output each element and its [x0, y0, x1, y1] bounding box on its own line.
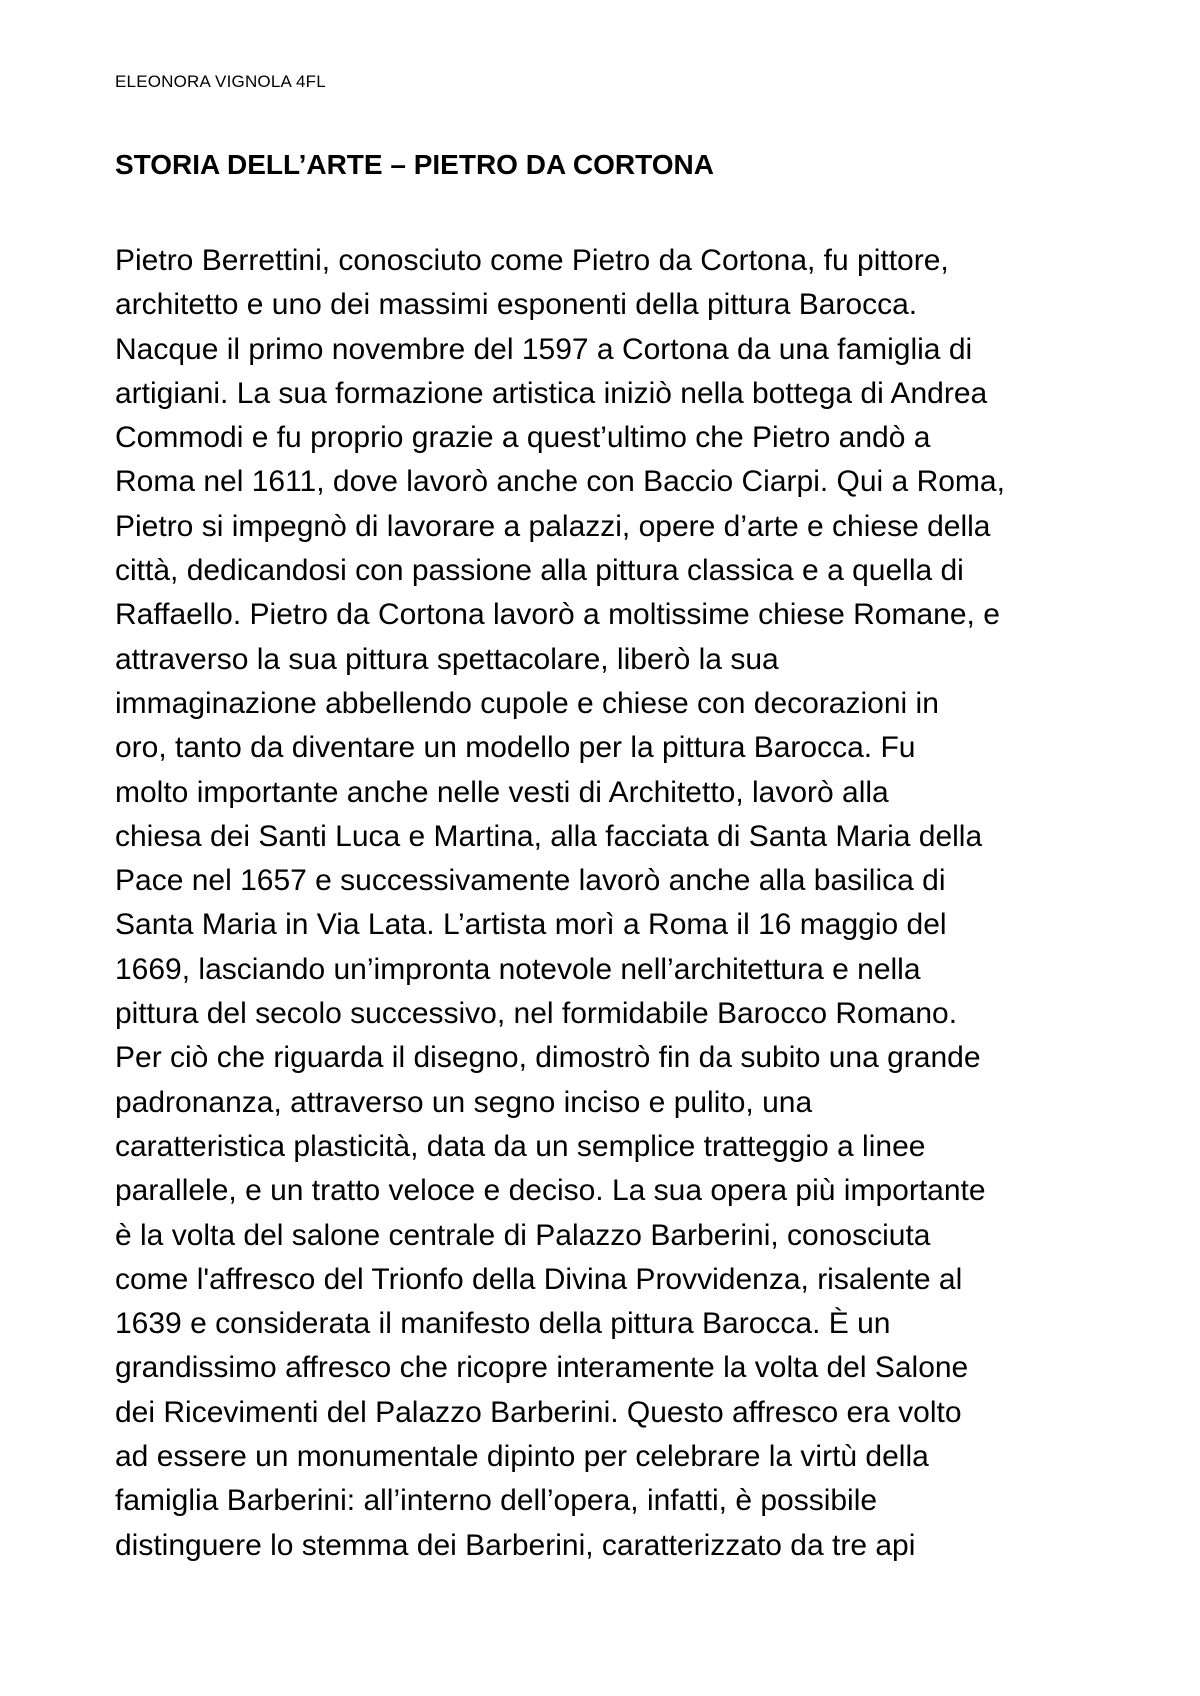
text-line: Per ciò che riguarda il disegno, dimostrò fin da subito una grande	[115, 1041, 981, 1075]
text-line: oro, tanto da diventare un modello per la pittura Barocca. Fu	[115, 731, 916, 765]
text-line: ad essere un monumentale dipinto per celebrare la virtù della	[115, 1440, 929, 1474]
text-line: distinguere lo stemma dei Barberini, caratterizzato da tre api	[115, 1528, 916, 1562]
text-line: Raffaello. Pietro da Cortona lavorò a moltissime chiese Romane, e	[115, 598, 1000, 632]
text-line: artigiani. La sua formazione artistica iniziò nella bottega di Andrea	[115, 376, 988, 410]
text-line: Pietro si impegnò di lavorare a palazzi, opere d’arte e chiese della	[115, 509, 991, 543]
body-paragraph	[115, 239, 1115, 1568]
text-line: Santa Maria in Via Lata. L’artista morì a Roma il 16 maggio del	[115, 908, 947, 942]
text-line: Pietro Berrettini, conosciuto come Pietro da Cortona, fu pittore,	[115, 244, 949, 277]
text-line: molto importante anche nelle vesti di Architetto, lavorò alla	[115, 775, 889, 809]
text-line: caratteristica plasticità, data da un semplice tratteggio a linee	[115, 1129, 926, 1163]
text-line: 1639 e considerata il manifesto della pittura Barocca. È un	[115, 1307, 891, 1341]
document-title: STORIA DELL’ARTE – PIETRO DA CORTONA	[115, 149, 714, 180]
author-header: ELEONORA VIGNOLA 4FL	[115, 72, 326, 91]
text-line: famiglia Barberini: all’interno dell’opera, infatti, è possibile	[115, 1484, 878, 1518]
text-line: Commodi e fu proprio grazie a quest’ultimo che Pietro andò a	[115, 421, 931, 455]
text-line: città, dedicandosi con passione alla pittura classica e a quella di	[115, 554, 964, 588]
text-line: Nacque il primo novembre del 1597 a Cortona da una famiglia di	[115, 332, 973, 366]
text-line: architetto e uno dei massimi esponenti della pittura Barocca.	[115, 288, 918, 322]
text-line: parallele, e un tratto veloce e deciso. La sua opera più importante	[115, 1174, 986, 1208]
text-line: attraverso la sua pittura spettacolare, liberò la sua	[115, 642, 779, 676]
text-line: 1669, lasciando un’impronta notevole nell’architettura e nella	[115, 952, 921, 986]
text-line: chiesa dei Santi Luca e Martina, alla facciata di Santa Maria della	[115, 819, 983, 853]
text-line: dei Ricevimenti del Palazzo Barberini. Questo affresco era volto	[115, 1395, 962, 1429]
text-line: pittura del secolo successivo, nel formidabile Barocco Romano.	[115, 997, 958, 1031]
text-line: è la volta del salone centrale di Palazzo Barberini, conosciuta	[115, 1218, 931, 1252]
text-line: grandissimo affresco che ricopre interamente la volta del Salone	[115, 1351, 969, 1385]
text-line: padronanza, attraverso un segno inciso e pulito, una	[115, 1085, 813, 1119]
text-line: immaginazione abbellendo cupole e chiese con decorazioni in	[115, 686, 939, 720]
text-line: come l'affresco del Trionfo della Divina Provvidenza, risalente al	[115, 1262, 963, 1296]
text-line: Pace nel 1657 e successivamente lavorò anche alla basilica di	[115, 864, 946, 898]
text-line: Roma nel 1611, dove lavorò anche con Baccio Ciarpi. Qui a Roma,	[115, 465, 1005, 499]
